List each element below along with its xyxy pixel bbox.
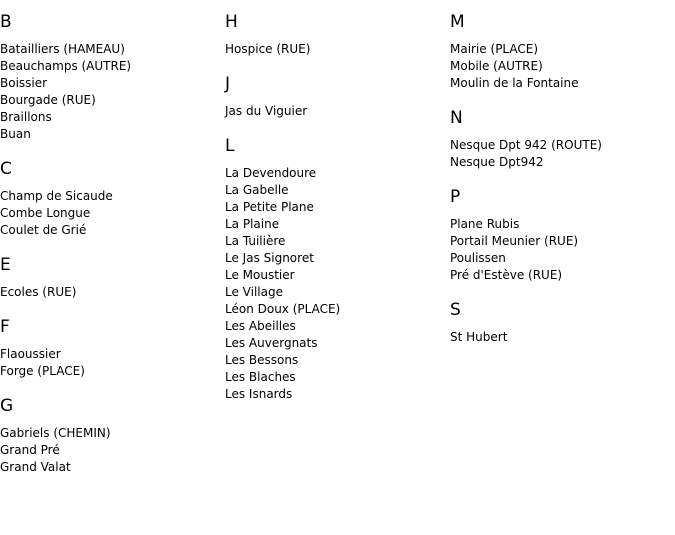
letter-section [225, 135, 450, 403]
street-entry[interactable]: Les Abeilles [225, 319, 296, 333]
letter-section [0, 316, 225, 380]
letter-section [450, 299, 675, 346]
street-list [0, 346, 225, 380]
street-entry[interactable]: Gabriels (CHEMIN) [0, 426, 111, 440]
street-list [450, 216, 675, 284]
street-entry[interactable]: Buan [0, 127, 31, 141]
street-entry[interactable]: Les Auvergnats [225, 336, 318, 350]
street-entry[interactable]: Léon Doux (PLACE) [225, 302, 341, 316]
street-list [225, 103, 450, 120]
street-entry[interactable]: Poulissen [450, 251, 506, 265]
street-entry[interactable]: Mairie (PLACE) [450, 42, 539, 56]
street-entry[interactable]: Flaoussier [0, 347, 61, 361]
street-entry[interactable]: La Petite Plane [225, 200, 314, 214]
letter-section [0, 11, 225, 143]
street-entry[interactable]: Grand Valat [0, 460, 71, 474]
street-list [450, 137, 675, 171]
letter-section [0, 254, 225, 301]
street-entry[interactable]: Jas du Viguier [225, 104, 308, 118]
street-entry[interactable]: Pré d'Estève (RUE) [450, 268, 563, 282]
street-entry[interactable]: Combe Longue [0, 206, 91, 220]
street-list [225, 165, 450, 403]
letter-section [450, 186, 675, 284]
street-list [450, 329, 675, 346]
street-entry[interactable]: Nesque Dpt 942 (ROUTE) [450, 138, 602, 152]
street-list [0, 425, 225, 476]
street-entry[interactable]: Les Bessons [225, 353, 299, 367]
street-list [0, 284, 225, 301]
street-entry[interactable]: Le Village [225, 285, 283, 299]
street-list [0, 41, 225, 143]
street-entry[interactable]: Plane Rubis [450, 217, 520, 231]
street-entry[interactable]: Hospice (RUE) [225, 42, 311, 56]
street-entry[interactable]: Boissier [0, 76, 48, 90]
street-entry[interactable]: Champ de Sicaude [0, 189, 113, 203]
street-entry[interactable]: Ecoles (RUE) [0, 285, 77, 299]
street-entry[interactable]: Beauchamps (AUTRE) [0, 59, 132, 73]
section-letter-heading: H [225, 12, 238, 32]
index-column-3 [450, 0, 675, 346]
section-letter-heading: S [450, 300, 461, 320]
letter-section [450, 107, 675, 171]
section-letter-heading: G [0, 396, 14, 416]
street-entry[interactable]: Les Isnards [225, 387, 293, 401]
street-entry[interactable]: Le Jas Signoret [225, 251, 314, 265]
street-entry[interactable]: La Plaine [225, 217, 280, 231]
street-entry[interactable]: Forge (PLACE) [0, 364, 85, 378]
street-entry[interactable]: St Hubert [450, 330, 508, 344]
section-letter-heading: C [0, 159, 12, 179]
section-letter-heading: J [225, 74, 231, 94]
street-list [225, 41, 450, 58]
section-letter-heading: E [0, 255, 11, 275]
street-entry[interactable]: Les Blaches [225, 370, 296, 384]
street-entry[interactable]: Bourgade (RUE) [0, 93, 96, 107]
letter-section [0, 158, 225, 239]
letter-section [450, 11, 675, 92]
letter-section [225, 73, 450, 120]
section-letter-heading: P [450, 187, 461, 207]
street-entry[interactable]: La Tuilière [225, 234, 286, 248]
section-letter-heading: N [450, 108, 463, 128]
street-entry[interactable]: Le Moustier [225, 268, 295, 282]
letter-section [225, 11, 450, 58]
section-letter-heading: B [0, 12, 12, 32]
street-entry[interactable]: La Gabelle [225, 183, 289, 197]
index-column-1 [0, 0, 225, 476]
index-column-2 [225, 0, 450, 403]
street-list [0, 188, 225, 239]
street-entry[interactable]: Batailliers (HAMEAU) [0, 42, 125, 56]
section-letter-heading: F [0, 317, 10, 337]
section-letter-heading: L [225, 136, 235, 156]
letter-section [0, 395, 225, 476]
street-entry[interactable]: Nesque Dpt942 [450, 155, 544, 169]
street-entry[interactable]: Mobile (AUTRE) [450, 59, 543, 73]
street-entry[interactable]: Grand Pré [0, 443, 60, 457]
street-list [450, 41, 675, 92]
street-entry[interactable]: Portail Meunier (RUE) [450, 234, 579, 248]
street-entry[interactable]: Moulin de la Fontaine [450, 76, 579, 90]
street-entry[interactable]: Braillons [0, 110, 52, 124]
street-entry[interactable]: Coulet de Grié [0, 223, 87, 237]
section-letter-heading: M [450, 12, 465, 32]
street-entry[interactable]: La Devendoure [225, 166, 317, 180]
